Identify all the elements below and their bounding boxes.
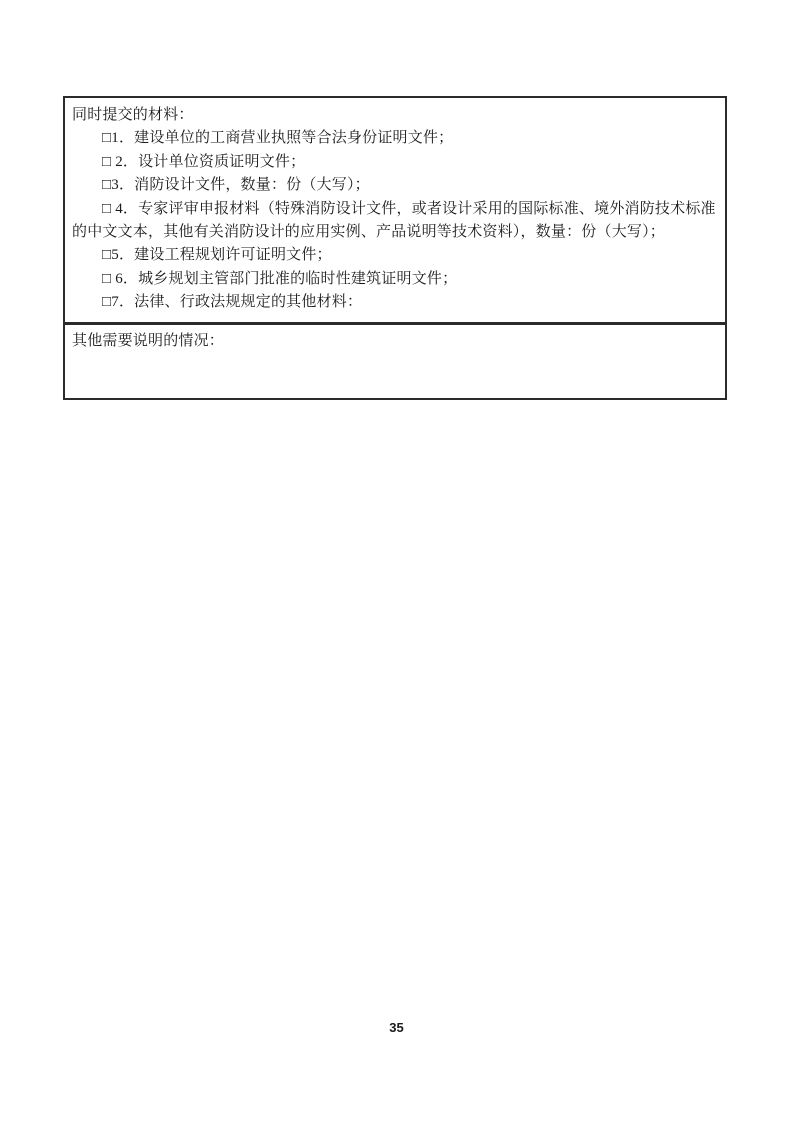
checklist-item-5: □5．建设工程规划许可证明文件； (102, 247, 332, 264)
page-number: 35 (389, 1020, 404, 1035)
checklist-item-3: □3．消防设计文件，数量：份（大写）； (102, 177, 370, 194)
checklist-item-4: □ 4．专家评审申报材料（特殊消防设计文件，或者设计采用的国际标准、境外消防技术标准的中文文本，其他有关消防设计的应用实例、产品说明等技术资料），数量：份（大写）； (72, 200, 716, 241)
materials-section-title: 同时提交的材料： (72, 107, 194, 123)
checklist-item-6: □ 6．城乡规划主管部门批准的临时性建筑证明文件； (102, 270, 458, 287)
notes-section (65, 325, 725, 398)
checklist-item-1: □1．建设单位的工商营业执照等合法身份证明文件； (102, 130, 454, 147)
notes-section-title: 其他需要说明的情况： (72, 333, 225, 349)
form-table (63, 96, 727, 400)
checklist-item-2: □ 2．设计单位资质证明文件； (102, 153, 306, 170)
checklist-item-7: □7．法律、行政法规规定的其他材料： (102, 294, 363, 311)
materials-section (65, 98, 725, 325)
